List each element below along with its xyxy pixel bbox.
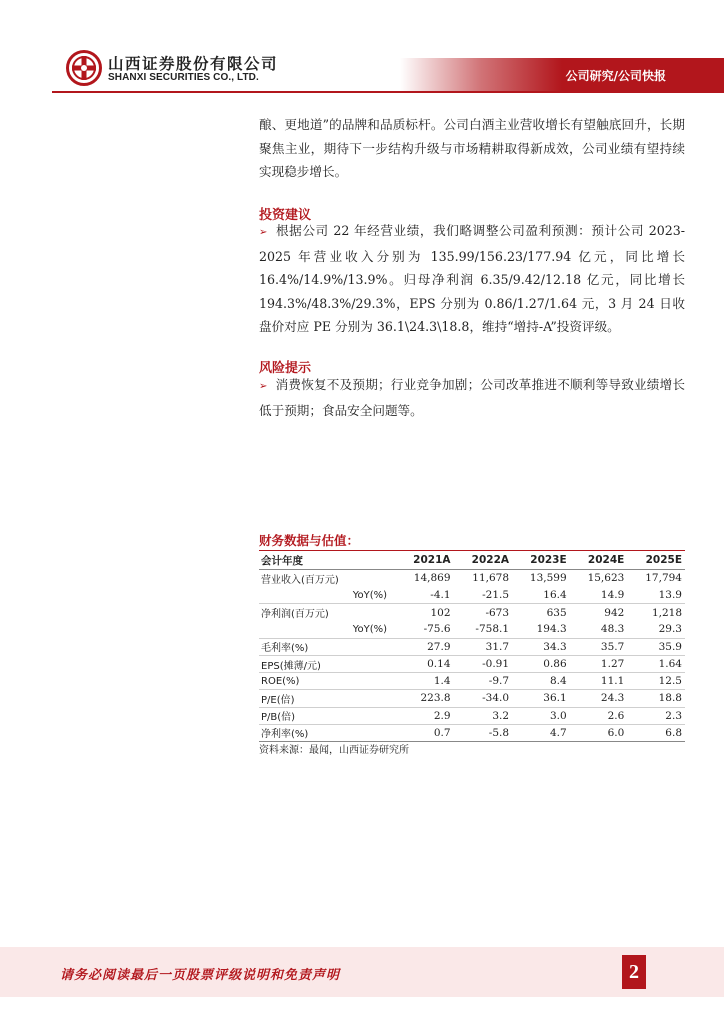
table-cell: 36.1 (512, 690, 570, 707)
table-cell: -0.91 (454, 655, 513, 672)
risk-text: 消费恢复不及预期；行业竞争加剧；公司改革推进不顺利等导致业绩增长低于预期；食品安全问题等。 (259, 377, 685, 418)
table-cell: 15,623 (587, 572, 625, 585)
table-cell: 223.8 (395, 690, 454, 707)
table-cell: 27.9 (395, 638, 454, 655)
table-cell: 0.86 (512, 655, 570, 672)
table-title: 财务数据与估值： (259, 533, 360, 548)
risk-title: 风险提示 (259, 361, 312, 376)
bullet-icon: ➢ (259, 227, 268, 238)
invest-paragraph (259, 219, 685, 339)
table-row (259, 724, 685, 741)
table-cell: 31.7 (454, 638, 513, 655)
table-cell: 1.4 (395, 673, 454, 690)
invest-title: 投资建议 (259, 208, 312, 223)
table-cell: 17,794 (645, 572, 682, 585)
table-cell: 194.3 (512, 621, 570, 638)
company-name-cn: 山西证券股份有限公司 (108, 55, 279, 73)
row-label: P/E(倍) (259, 690, 395, 707)
table-cell: 29.3 (627, 621, 685, 638)
table-row (259, 638, 685, 655)
table-cell: -758.1 (454, 621, 513, 638)
table-cell: 24.3 (570, 690, 628, 707)
financial-table (259, 550, 685, 742)
table-cell: -673 (485, 606, 510, 619)
table-cell: 48.3 (570, 621, 628, 638)
table-row (259, 621, 685, 638)
row-label: EPS(摊薄/元) (259, 655, 395, 672)
table-cell: 0.14 (395, 655, 454, 672)
row-label: 毛利率(%) (259, 638, 395, 655)
table-cell: 34.3 (512, 638, 570, 655)
table-header-cell: 2024E (570, 551, 628, 570)
table-cell: 14.9 (570, 587, 628, 604)
table-cell: -9.7 (454, 673, 513, 690)
table-header-cell: 2022A (454, 551, 513, 570)
row-label: ROE(%) (259, 673, 395, 690)
page-footer (0, 947, 724, 997)
table-cell: -34.0 (454, 690, 513, 707)
table-cell: 2.3 (627, 707, 685, 724)
disclaimer-notice: 请务必阅读最后一页股票评级说明和免责声明 (60, 968, 341, 983)
table-cell: 11.1 (570, 673, 628, 690)
table-cell: 1.27 (570, 655, 628, 672)
row-label: YoY(%) (259, 621, 395, 638)
table-header-cell: 2023E (512, 551, 570, 570)
table-cell: -75.6 (395, 621, 454, 638)
table-cell: 2.9 (395, 707, 454, 724)
table-cell: 6.8 (627, 724, 685, 741)
table-cell: 8.4 (512, 673, 570, 690)
table-header-row (259, 551, 685, 570)
table-row (259, 655, 685, 672)
company-name-en: SHANXI SECURITIES CO., LTD. (108, 72, 259, 83)
table-header-cell: 会计年度 (259, 551, 395, 570)
table-row (259, 690, 685, 707)
table-cell: 4.7 (512, 724, 570, 741)
row-label: 营业收入(百万元) (261, 574, 339, 586)
risk-paragraph (259, 373, 685, 422)
table-cell: 13,599 (529, 572, 567, 585)
row-label: YoY(%) (259, 587, 395, 604)
table-row (259, 587, 685, 604)
table-cell: -21.5 (454, 587, 513, 604)
table-cell: 16.4 (512, 587, 570, 604)
data-source: 资料来源：最闻，山西证券研究所 (259, 745, 409, 756)
bullet-icon: ➢ (259, 381, 268, 392)
table-cell: 11,678 (472, 572, 510, 585)
invest-text: 根据公司 22 年经营业绩，我们略调整公司盈利预测：预计公司 2023-2025 年营业收入分别为 135.99/156.23/177.94 亿元，同比增长 16.4%/14.9%/13.9%。归母净利润 6.35/9.42/12.18 亿元，同比增长 194.3%/48.3%/29.3%，EPS 分别为 0.86/1.27/1.64 元，3 月 24 日收盘价对应 PE 分别为 36.1\24.3\18.8，维持“增持-A”投资评级。 (259, 223, 685, 334)
table-cell: 13.9 (627, 587, 685, 604)
table-cell: 3.2 (454, 707, 513, 724)
company-logo (66, 48, 286, 88)
row-label: 净利润(百万元) (261, 609, 329, 621)
table-cell: 2.6 (570, 707, 628, 724)
row-label: P/B(倍) (259, 707, 395, 724)
table-row (259, 570, 685, 587)
table-row (259, 604, 685, 621)
table-cell: 35.9 (627, 638, 685, 655)
page-header (0, 0, 724, 95)
table-cell: 942 (604, 606, 625, 619)
table-cell: 14,869 (413, 572, 451, 585)
table-cell: 35.7 (570, 638, 628, 655)
report-category: 公司研究/公司快报 (565, 69, 666, 83)
table-cell: 1,218 (651, 606, 682, 619)
header-band (400, 58, 724, 92)
page-number: 2 (622, 955, 646, 989)
table-row (259, 707, 685, 724)
row-label: 净利率(%) (259, 724, 395, 741)
table-cell: 0.7 (395, 724, 454, 741)
table-cell: -4.1 (395, 587, 454, 604)
table-header-cell: 2021A (395, 551, 454, 570)
company-logo-icon (66, 50, 102, 86)
table-cell: 18.8 (627, 690, 685, 707)
table-cell: 102 (430, 606, 451, 619)
table-cell: 3.0 (512, 707, 570, 724)
header-divider (52, 91, 724, 93)
table-cell: -5.8 (454, 724, 513, 741)
table-cell: 12.5 (627, 673, 685, 690)
table-header-cell: 2025E (627, 551, 685, 570)
table-row (259, 673, 685, 690)
table-cell: 635 (546, 606, 567, 619)
intro-paragraph: 酿、更地道”的品牌和品质标杆。公司白酒主业营收增长有望触底回升，长期聚焦主业，期待下一步结构升级与市场精耕取得新成效，公司业绩有望持续实现稳步增长。 (259, 117, 685, 179)
table-cell: 1.64 (627, 655, 685, 672)
table-cell: 6.0 (570, 724, 628, 741)
